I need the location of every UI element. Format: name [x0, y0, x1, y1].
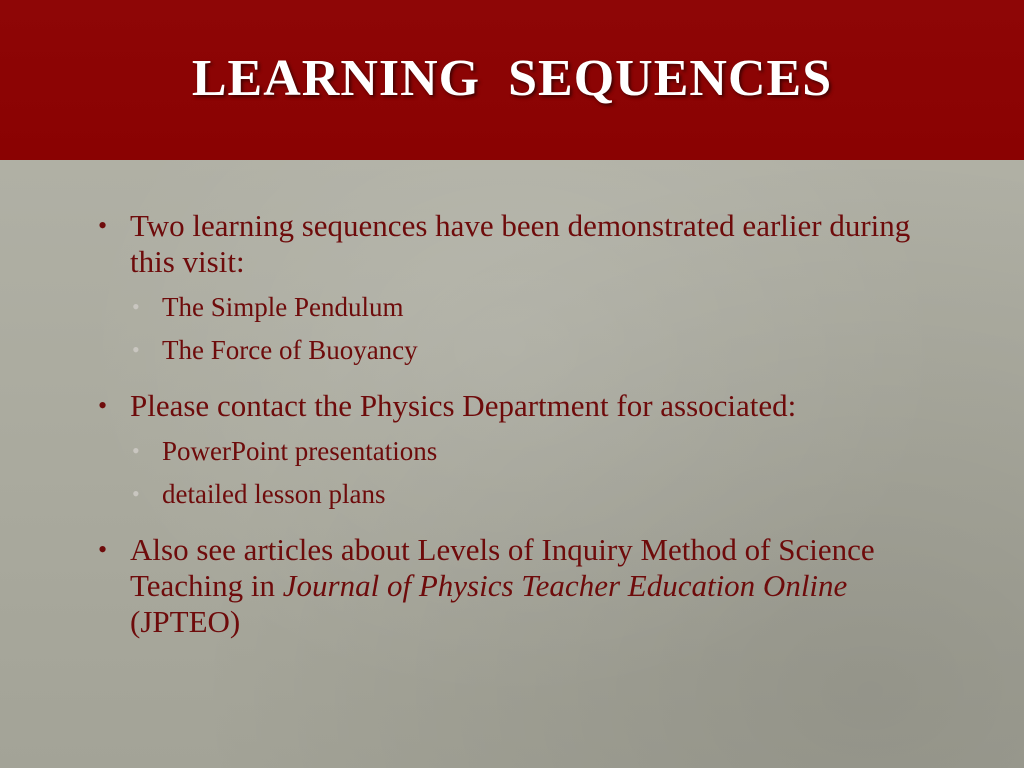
title-bar	[0, 0, 1024, 160]
slide-content	[96, 208, 936, 640]
sub-bullet-item: • The Simple Pendulum	[96, 291, 936, 323]
bullet-item	[96, 532, 936, 640]
bullet-text: Also see articles about Levels of Inquiry Method of Science Teaching in	[130, 532, 875, 603]
sub-bullet-item: • The Force of Buoyancy	[96, 334, 936, 366]
bullet-item: • Two learning sequences have been demonstrated earlier during this visit:	[96, 208, 936, 280]
bullet-item: • Please contact the Physics Department for associated:	[96, 388, 936, 424]
slide-title: LEARNING SEQUENCES	[191, 49, 833, 107]
sub-bullet-item: • detailed lesson plans	[96, 478, 936, 510]
journal-title: Journal of Physics Teacher Education Online	[282, 568, 848, 603]
bullet-text: (JPTEO)	[130, 604, 241, 639]
sub-bullet-item: • PowerPoint presentations	[96, 435, 936, 467]
